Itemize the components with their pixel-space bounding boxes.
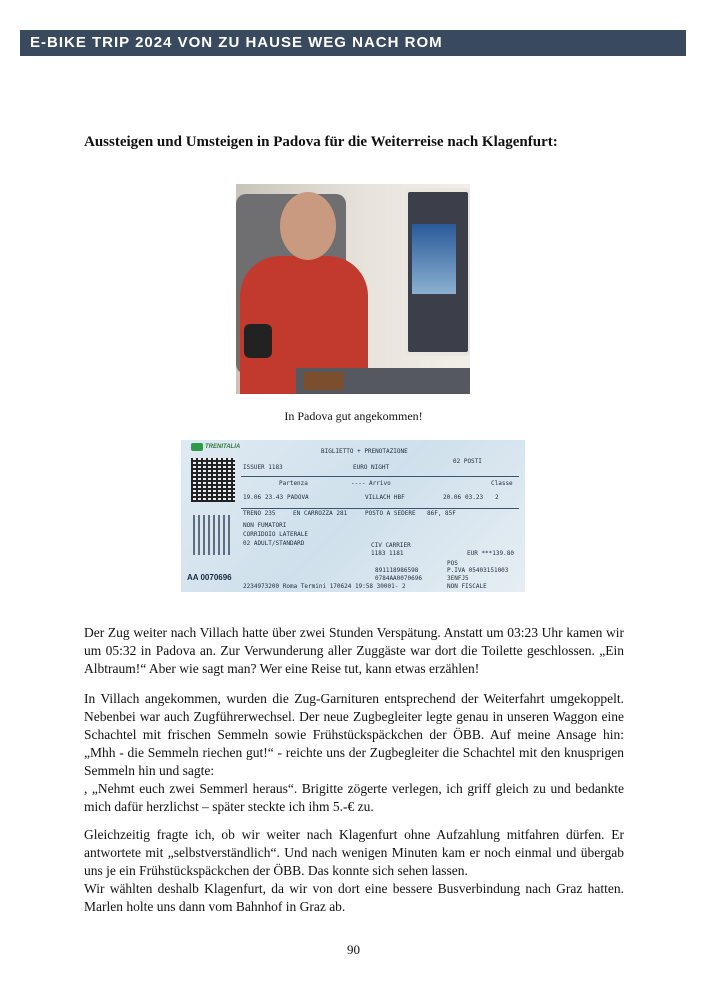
ticket-classe-label: Classe (491, 480, 513, 487)
ticket-code3: 3ENFJ5 (447, 575, 469, 582)
train-ticket-image (181, 440, 525, 592)
ticket-aa-number: AA 0070696 (187, 573, 232, 582)
ticket-piva: P.IVA 05403151003 (447, 567, 509, 574)
ticket-line3: 02 ADULT/STANDARD (243, 540, 305, 547)
ticket-classe: 2 (495, 494, 499, 501)
ticket-civ: CIV CARRIER (371, 542, 411, 549)
ticket-line1: NON FUMATORI (243, 522, 287, 529)
ticket-arr-time: 03.23 (465, 494, 484, 501)
ticket-treno: TRENO 235 (243, 510, 276, 517)
document-header-title: E-BIKE TRIP 2024 VON ZU HAUSE WEG NACH ROM (30, 34, 443, 51)
page-number: 90 (347, 942, 360, 957)
ticket-posto-nr: 86F, 85F (427, 510, 456, 517)
paragraph-klagenfurt: Gleichzeitig fragte ich, ob wir weiter nach Klagenfurt ohne Aufzahlung mitfahren dürfen. Er antwortete mit „selbstverständlich“. Und nach wenigen Minuten kam er noch einmal und übergab uns je ein Frühstückspäckchen der ÖBB. Das konnte sich sehen lassen. Wir wählten deshalb Klagenfurt, da wir von dort eine bessere Busverbindung nach Graz hatten. Marlen holte uns dann vom Bahnhof in Graz ab. (84, 827, 624, 914)
ticket-arrivo-label: ---- Arrivo (351, 480, 391, 487)
ticket-service: EURO NIGHT (353, 464, 390, 471)
header-bar (20, 30, 686, 56)
ticket-to: VILLACH HBF (365, 494, 405, 501)
ticket-code1: 891118986598 (375, 567, 419, 574)
qr-code-icon (191, 458, 235, 502)
paragraph-villach: In Villach angekommen, wurden die Zug-Garnituren entsprechend der Weiterfahrt umgekoppelt. Nebenbei war auch Zugführerwechsel. Der neue Zugbegleiter legte genau in unseren Waggon eine Schachtel mit frischen Semmeln sowie Frühstückspäckchen der ÖBB. Auf meine Ansage hin: „Mhh - die Semmeln riechen gut!“ - reichte uns der Zugbegleiter die Schachtel mit den knusprigen Semmeln hin und sagte: , „Nehmt euch zwei Semmerl heraus“. Brigitte zögerte verlegen, ich griff gleich zu und bedankte mich dafür herzlichst – später steckte ich ihm 5.-€ zu. (84, 691, 624, 814)
ticket-carrozza: EN CARROZZA 281 (293, 510, 348, 517)
ticket-civ-nr: 1183 1181 (371, 550, 404, 557)
ticket-dep-date: 19.06 (243, 494, 262, 501)
ticket-pos: POS (447, 560, 458, 567)
ticket-nonfiscale: NON FISCALE (447, 583, 487, 590)
ticket-bottom-line: 2234973200 Roma Termini 170624 19:58 30001- 2 (243, 583, 406, 590)
paragraph-delay: Der Zug weiter nach Villach hatte über zwei Stunden Verspätung. Anstatt um 03:23 Uhr kamen wir um 05:32 in Padova an. Zur Verwunderung aller Zuggäste war dort die Toilette geschlossen. „Ein Albtraum!“ Aber wie sagt man? Wer eine Reise tut, kann etwas erzählen! (84, 625, 624, 676)
photo-man-in-train (236, 184, 470, 394)
ticket-issuer: ISSUER 1183 (243, 464, 283, 471)
ticket-brand: TRENITALIA (205, 444, 241, 450)
ticket-code2: 0784AA0070696 (375, 575, 422, 582)
ticket-dep-time: 23.43 (265, 494, 284, 501)
ticket-posti: 02 POSTI (453, 458, 482, 465)
trenitalia-logo-icon (191, 443, 203, 451)
barcode-icon (193, 515, 231, 555)
ticket-posto: POSTO A SEDERE (365, 510, 416, 517)
section-title: Aussteigen und Umsteigen in Padova für die Weiterreise nach Klagenfurt: (84, 134, 558, 150)
ticket-partenza-label: Partenza (279, 480, 308, 487)
ticket-from: PADOVA (287, 494, 309, 501)
photo-caption: In Padova gut angekommen! (284, 409, 423, 423)
ticket-heading: BIGLIETTO + PRENOTAZIONE (321, 448, 408, 455)
ticket-line2: CORRIDOIO LATERALE (243, 531, 309, 538)
ticket-price: EUR ***139.80 (467, 550, 514, 557)
ticket-arr-date: 20.06 (443, 494, 462, 501)
